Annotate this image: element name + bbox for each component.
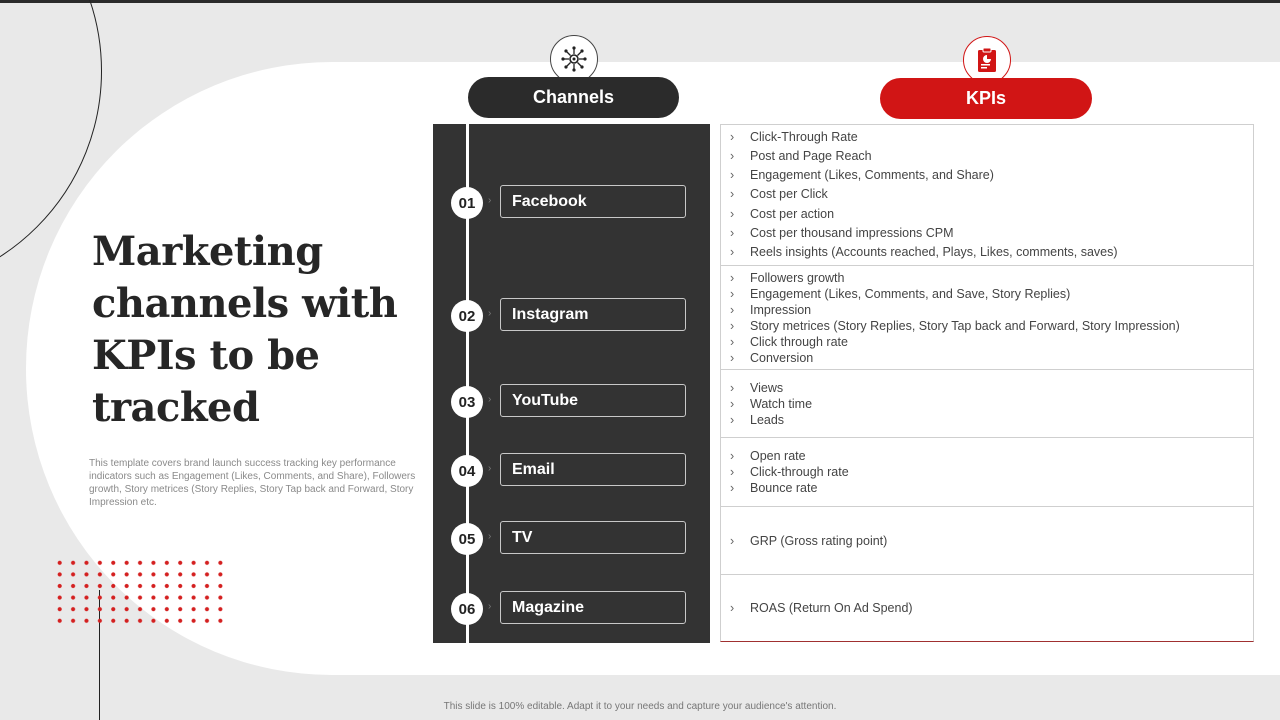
caret-icon: › bbox=[488, 394, 492, 405]
channel-magazine: Magazine bbox=[500, 591, 686, 624]
slide-description: This template covers brand launch success tracking key performance indicators such as Engagement (Likes, Comments, and Share), Followers growth, Story metrices (Story Replies, Story Tap back and Forward, Story Impression etc. bbox=[89, 458, 416, 508]
kpi-item: › Leads bbox=[730, 412, 1253, 428]
kpi-group-magazine bbox=[721, 575, 1253, 641]
channels-header: Channels bbox=[468, 77, 679, 118]
kpi-item: › Followers growth bbox=[730, 270, 1253, 286]
kpi-group-facebook bbox=[721, 125, 1253, 266]
caret-icon: › bbox=[488, 601, 492, 612]
channel-email: Email bbox=[500, 453, 686, 486]
kpi-item: › Click-through rate bbox=[730, 464, 1253, 480]
channel-number: 01 bbox=[451, 187, 483, 219]
kpi-group-tv bbox=[721, 507, 1253, 575]
network-icon bbox=[561, 46, 587, 72]
channel-number: 06 bbox=[451, 593, 483, 625]
kpi-item: › Reels insights (Accounts reached, Plays, Likes, comments, saves) bbox=[730, 243, 1253, 262]
kpi-group-email bbox=[721, 438, 1253, 507]
kpi-item: › Bounce rate bbox=[730, 480, 1253, 496]
top-border bbox=[0, 0, 1280, 3]
channel-tv: TV bbox=[500, 521, 686, 554]
kpi-item: › Click through rate bbox=[730, 334, 1253, 350]
kpi-item: › Post and Page Reach bbox=[730, 147, 1253, 166]
kpi-item: › Views bbox=[730, 380, 1253, 396]
channel-number: 02 bbox=[451, 300, 483, 332]
kpi-item: › Story metrices (Story Replies, Story Tap back and Forward, Story Impression) bbox=[730, 318, 1253, 334]
decorative-dot-grid bbox=[53, 557, 223, 627]
kpi-item: › Cost per action bbox=[730, 205, 1253, 224]
channel-youtube: YouTube bbox=[500, 384, 686, 417]
channel-number: 03 bbox=[451, 386, 483, 418]
kpi-panel bbox=[720, 124, 1254, 642]
kpi-item: › Open rate bbox=[730, 448, 1253, 464]
channel-instagram: Instagram bbox=[500, 298, 686, 331]
kpi-item: › ROAS (Return On Ad Spend) bbox=[730, 600, 1253, 616]
kpi-item: › Click-Through Rate bbox=[730, 128, 1253, 147]
kpis-header: KPIs bbox=[880, 78, 1092, 119]
channel-number: 04 bbox=[451, 455, 483, 487]
kpi-item: › Cost per thousand impressions CPM bbox=[730, 224, 1253, 243]
slide-title: Marketing channels with KPIs to be tracked bbox=[92, 228, 398, 431]
caret-icon: › bbox=[488, 195, 492, 206]
footer-note: This slide is 100% editable. Adapt it to your needs and capture your audience's attention. bbox=[443, 701, 837, 712]
kpi-group-instagram bbox=[721, 266, 1253, 370]
kpi-group-youtube bbox=[721, 370, 1253, 438]
caret-icon: › bbox=[488, 463, 492, 474]
kpi-item: › Watch time bbox=[730, 396, 1253, 412]
kpi-item: › Impression bbox=[730, 302, 1253, 318]
kpi-item: › Cost per Click bbox=[730, 185, 1253, 204]
kpi-item: › Conversion bbox=[730, 350, 1253, 366]
caret-icon: › bbox=[488, 308, 492, 319]
kpi-item: › GRP (Gross rating point) bbox=[730, 533, 1253, 549]
channel-facebook: Facebook bbox=[500, 185, 686, 218]
report-clipboard-icon bbox=[975, 47, 999, 73]
channel-number: 05 bbox=[451, 523, 483, 555]
caret-icon: › bbox=[488, 531, 492, 542]
kpi-item: › Engagement (Likes, Comments, and Save, Story Replies) bbox=[730, 286, 1253, 302]
kpi-item: › Engagement (Likes, Comments, and Share) bbox=[730, 166, 1253, 185]
